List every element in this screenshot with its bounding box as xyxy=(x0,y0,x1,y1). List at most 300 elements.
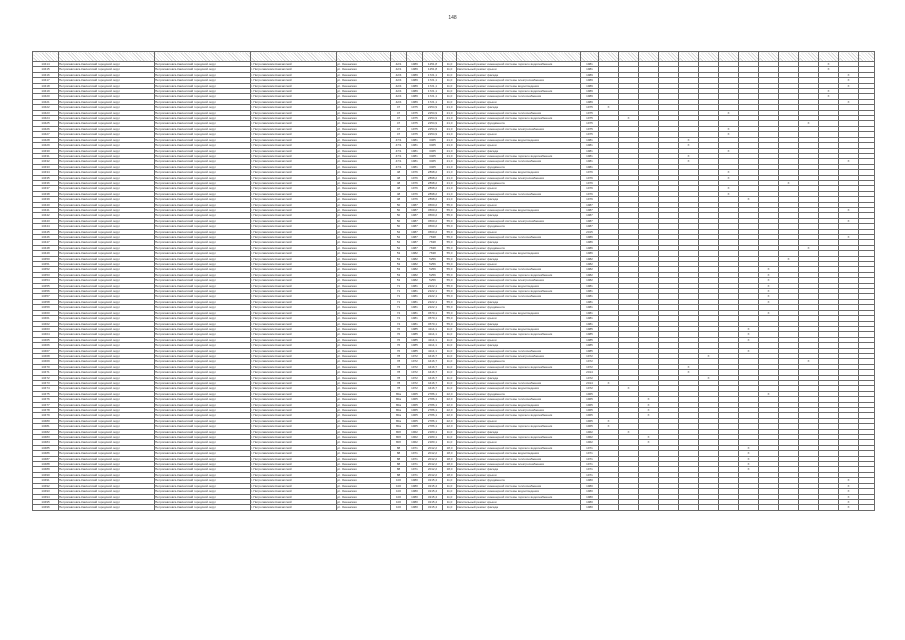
table-cell: Петропавловск-Камчатский городской округ xyxy=(59,364,155,369)
table-cell: г. Петропавловск-Камчатский xyxy=(251,332,337,337)
year-mark-cell: X xyxy=(839,207,859,212)
year-mark-cell: X xyxy=(639,413,659,418)
table-cell: Петропавловск-Камчатский городской округ xyxy=(59,353,155,358)
table-cell: Капитальный ремонт инженерной системы теплоснабжения xyxy=(457,235,581,240)
table-cell: Капитальный ремонт фасада xyxy=(457,429,581,434)
table-cell: г. Петропавловск-Камчатский xyxy=(251,424,337,429)
table-cell: Петропавловск-Камчатский городской округ xyxy=(59,78,155,83)
table-cell: ул. Океанская xyxy=(337,408,391,413)
table-cell: Петропавловск-Камчатский городской округ xyxy=(59,213,155,218)
table-cell: ул. Океанская xyxy=(337,343,391,348)
table-cell: 55,0 xyxy=(443,224,457,229)
table-cell: Петропавловск-Камчатский городской округ xyxy=(59,408,155,413)
table-cell: г. Петропавловск-Камчатский xyxy=(251,94,337,99)
table-cell: 1965 xyxy=(407,397,423,402)
table-cell: 1987 xyxy=(407,229,423,234)
column-header xyxy=(639,52,659,62)
table-cell: 1972 xyxy=(407,380,423,385)
table-cell: 47/1 xyxy=(391,159,407,164)
table-cell: 13420 xyxy=(33,94,59,99)
table-cell: Петропавловск-Камчатский городской округ xyxy=(59,456,155,461)
table-cell: 55,0 xyxy=(443,321,457,326)
table-cell: ул. Океанская xyxy=(337,364,391,369)
table-cell: Капитальный ремонт инженерной системы горячего водоснабжения xyxy=(457,272,581,277)
table-cell: 2012,2 xyxy=(423,467,443,472)
table-cell: 76 xyxy=(391,337,407,342)
table-cell: г. Петропавловск-Камчатский xyxy=(251,126,337,131)
table-cell: Капитальный ремонт инженерной системы теплоснабжения xyxy=(457,483,581,488)
table-cell: 13484 xyxy=(33,440,59,445)
table-cell: Капитальный ремонт инженерной системы горячего водоснабжения xyxy=(457,445,581,450)
table-cell: 1980 xyxy=(581,494,599,499)
table-cell: 1965 xyxy=(407,408,423,413)
table-cell: 2222,1 xyxy=(423,289,443,294)
table-cell: 1987 xyxy=(407,213,423,218)
table-cell: Петропавловск-Камчатский городской округ xyxy=(59,89,155,94)
table-cell: 1976 xyxy=(581,170,599,175)
table-cell: 13417 xyxy=(33,78,59,83)
table-cell: 53 xyxy=(391,267,407,272)
table-cell: 1721,1 xyxy=(423,89,443,94)
table-cell: Петропавловск-Камчатский городской округ xyxy=(155,456,251,461)
table-cell: 55,0 xyxy=(443,202,457,207)
year-mark-cell: X xyxy=(639,435,659,440)
table-cell: Петропавловск-Камчатский городской округ xyxy=(155,116,251,121)
table-cell: 13467 xyxy=(33,348,59,353)
table-cell: 13424 xyxy=(33,116,59,121)
table-cell: 74 xyxy=(391,321,407,326)
table-cell: 1982 xyxy=(581,272,599,277)
table-cell: 1976 xyxy=(581,175,599,180)
table-cell: Капитальный ремонт крыши xyxy=(457,499,581,504)
table-cell: 21,0 xyxy=(443,137,457,142)
table-cell: 100 xyxy=(391,483,407,488)
table-cell: 1962 xyxy=(581,429,599,434)
table-cell: Петропавловск-Камчатский городской округ xyxy=(155,235,251,240)
table-cell: 55,0 xyxy=(443,278,457,283)
table-cell: 55,0 xyxy=(443,235,457,240)
table-cell: 1971 xyxy=(407,462,423,467)
year-mark-cell: X xyxy=(679,153,699,158)
table-cell: ул. Океанская xyxy=(337,72,391,77)
table-cell: Петропавловск-Камчатский городской округ xyxy=(59,83,155,88)
table-cell: Петропавловск-Камчатский городской округ xyxy=(59,321,155,326)
table-cell: г. Петропавловск-Камчатский xyxy=(251,445,337,450)
table-cell: Петропавловск-Камчатский городской округ xyxy=(155,305,251,310)
column-header xyxy=(859,52,875,62)
table-cell: Петропавловск-Камчатский городской округ xyxy=(155,429,251,434)
table-cell: Петропавловск-Камчатский городской округ xyxy=(59,316,155,321)
table-cell: 1987 xyxy=(581,207,599,212)
table-cell: ул. Океанская xyxy=(337,245,391,250)
table-cell: Петропавловск-Камчатский городской округ xyxy=(155,267,251,272)
table-cell: Петропавловск-Камчатский городской округ xyxy=(59,137,155,142)
table-cell: Петропавловск-Камчатский городской округ xyxy=(59,159,155,164)
table-cell: ул. Океанская xyxy=(337,316,391,321)
table-cell: 13439 xyxy=(33,197,59,202)
table-cell: г. Петропавловск-Камчатский xyxy=(251,418,337,423)
table-cell: 88 xyxy=(391,462,407,467)
table-cell: 1987 xyxy=(407,235,423,240)
table-cell: Петропавловск-Камчатский городской округ xyxy=(59,67,155,72)
table-cell: 21,0 xyxy=(443,148,457,153)
table-cell: 13425 xyxy=(33,121,59,126)
table-cell: Петропавловск-Камчатский городской округ xyxy=(155,391,251,396)
table-cell: г. Петропавловск-Камчатский xyxy=(251,380,337,385)
table-cell: 52 xyxy=(391,229,407,234)
table-cell: Петропавловск-Камчатский городской округ xyxy=(155,83,251,88)
table-cell: Петропавловск-Камчатский городской округ xyxy=(155,418,251,423)
year-mark-cell: X xyxy=(759,299,779,304)
table-cell: 1987 xyxy=(407,202,423,207)
table-cell: 18,0 xyxy=(443,451,457,456)
table-cell: 55,0 xyxy=(443,218,457,223)
table-cell: 1721,1 xyxy=(423,83,443,88)
table-cell: 1976 xyxy=(581,191,599,196)
table-cell: 1965 xyxy=(407,413,423,418)
table-cell: Петропавловск-Камчатский городской округ xyxy=(59,278,155,283)
table-cell: 48 xyxy=(391,180,407,185)
table-cell: 47 xyxy=(391,116,407,121)
table-cell: 13451 xyxy=(33,262,59,267)
year-mark-cell: X xyxy=(839,235,859,240)
table-cell: Капитальный ремонт фундамента xyxy=(457,224,581,229)
table-cell: 1982 xyxy=(581,267,599,272)
table-cell: 13461 xyxy=(33,316,59,321)
table-cell: 21,0 xyxy=(443,180,457,185)
table-cell: 4416,7 xyxy=(423,353,443,358)
table-cell: 13474 xyxy=(33,386,59,391)
table-cell: 53 xyxy=(391,278,407,283)
table-cell: 3215,4 xyxy=(423,478,443,483)
table-cell: 88 xyxy=(391,467,407,472)
table-cell: Петропавловск-Камчатский городской округ xyxy=(59,126,155,131)
table-cell: ул. Океанская xyxy=(337,418,391,423)
table-cell: Петропавловск-Камчатский городской округ xyxy=(59,472,155,477)
table-cell: 1981 xyxy=(581,159,599,164)
table-cell: ул. Океанская xyxy=(337,78,391,83)
table-cell: Петропавловск-Камчатский городской округ xyxy=(59,310,155,315)
table-cell: 1975 xyxy=(407,116,423,121)
table-cell: 1987 xyxy=(407,245,423,250)
table-cell: 1975 xyxy=(407,132,423,137)
table-cell: 13463 xyxy=(33,326,59,331)
table-cell: Капитальный ремонт фасада xyxy=(457,148,581,153)
year-mark-cell: X xyxy=(839,478,859,483)
table-cell: Петропавловск-Камчатский городской округ xyxy=(155,170,251,175)
table-cell: 13473 xyxy=(33,380,59,385)
column-header xyxy=(619,52,639,62)
table-cell: 1982 xyxy=(407,256,423,261)
table-cell: 1972 xyxy=(407,370,423,375)
table-cell: ул. Океанская xyxy=(337,305,391,310)
table-cell: Петропавловск-Камчатский городской округ xyxy=(59,229,155,234)
table-cell: 13482 xyxy=(33,429,59,434)
table-cell: 1965 xyxy=(581,408,599,413)
table-cell: 71 xyxy=(391,299,407,304)
table-cell: Петропавловск-Камчатский городской округ xyxy=(155,175,251,180)
year-mark-cell: X xyxy=(799,121,819,126)
table-cell: 53 xyxy=(391,262,407,267)
table-cell: Капитальный ремонт инженерной системы теплоснабжения xyxy=(457,294,581,299)
table-cell: 13495 xyxy=(33,499,59,504)
year-mark-cell: X xyxy=(739,326,759,331)
table-cell: 2898,2 xyxy=(423,186,443,191)
table-cell: 1980 xyxy=(581,505,599,510)
table-cell: Петропавловск-Камчатский городской округ xyxy=(155,251,251,256)
table-cell: 3465 xyxy=(423,143,443,148)
table-cell: 11,0 xyxy=(443,99,457,104)
table-cell: 13488 xyxy=(33,462,59,467)
table-cell: ул. Океанская xyxy=(337,99,391,104)
table-cell: Капитальный ремонт фасада xyxy=(457,197,581,202)
table-cell: 1980 xyxy=(581,483,599,488)
table-cell: 4560,2 xyxy=(423,202,443,207)
table-cell: 2786,1 xyxy=(423,424,443,429)
table-cell: Петропавловск-Камчатский городской округ xyxy=(59,191,155,196)
table-cell: ул. Океанская xyxy=(337,467,391,472)
table-cell: ул. Океанская xyxy=(337,94,391,99)
table-cell: Капитальный ремонт инженерной системы горячего водоснабжения xyxy=(457,413,581,418)
table-cell: 1981 xyxy=(581,153,599,158)
table-cell: г. Петропавловск-Камчатский xyxy=(251,326,337,331)
table-cell: г. Петропавловск-Камчатский xyxy=(251,229,337,234)
table-cell: Петропавловск-Камчатский городской округ xyxy=(155,89,251,94)
table-cell: 2222,1 xyxy=(423,294,443,299)
table-cell: 100 xyxy=(391,489,407,494)
table-cell: ул. Океанская xyxy=(337,386,391,391)
table-cell: ул. Океанская xyxy=(337,429,391,434)
table-cell: 13456 xyxy=(33,289,59,294)
table-cell: ул. Океанская xyxy=(337,380,391,385)
table-cell: 13471 xyxy=(33,370,59,375)
table-cell: 1965 xyxy=(581,413,599,418)
table-cell: ул. Океанская xyxy=(337,132,391,137)
table-cell: 13460 xyxy=(33,310,59,315)
table-cell: 55,0 xyxy=(443,294,457,299)
table-cell: 21,0 xyxy=(443,170,457,175)
table-cell: 1972 xyxy=(407,364,423,369)
table-cell: ул. Океанская xyxy=(337,126,391,131)
table-cell: 1982 xyxy=(407,272,423,277)
table-cell: 1982 xyxy=(581,278,599,283)
table-cell: г. Петропавловск-Камчатский xyxy=(251,256,337,261)
table-cell: Капитальный ремонт фундамента xyxy=(457,359,581,364)
table-cell: 47 xyxy=(391,105,407,110)
table-cell: Петропавловск-Камчатский городской округ xyxy=(155,105,251,110)
table-cell: 1981 xyxy=(581,299,599,304)
column-header xyxy=(457,52,581,62)
table-cell: Капитальный ремонт фасада xyxy=(457,375,581,380)
table-cell: 1972 xyxy=(407,353,423,358)
table-cell: ул. Океанская xyxy=(337,89,391,94)
table-cell: 76 xyxy=(391,332,407,337)
year-mark-cell: X xyxy=(679,143,699,148)
column-header xyxy=(33,52,59,62)
table-cell: ул. Океанская xyxy=(337,170,391,175)
table-cell: 1721,1 xyxy=(423,94,443,99)
table-cell: г. Петропавловск-Камчатский xyxy=(251,408,337,413)
table-cell: Петропавловск-Камчатский городской округ xyxy=(155,299,251,304)
table-cell: ул. Океанская xyxy=(337,283,391,288)
table-cell: г. Петропавловск-Камчатский xyxy=(251,272,337,277)
table-cell: Петропавловск-Камчатский городской округ xyxy=(155,397,251,402)
table-cell: 1981 xyxy=(581,316,599,321)
table-cell: 1976 xyxy=(407,170,423,175)
table-cell: Петропавловск-Камчатский городской округ xyxy=(59,175,155,180)
table-cell: 1985 xyxy=(407,337,423,342)
table-cell: Капитальный ремонт фасада xyxy=(457,321,581,326)
table-cell: Петропавловск-Камчатский городской округ xyxy=(59,94,155,99)
table-cell: Петропавловск-Камчатский городской округ xyxy=(59,289,155,294)
year-mark-cell: X xyxy=(819,94,839,99)
table-cell: г. Петропавловск-Камчатский xyxy=(251,278,337,283)
table-cell: Петропавловск-Камчатский городской округ xyxy=(155,413,251,418)
table-cell: г. Петропавловск-Камчатский xyxy=(251,202,337,207)
year-mark-cell xyxy=(819,505,839,510)
table-cell: 1721,1 xyxy=(423,72,443,77)
year-mark-cell xyxy=(659,505,679,510)
table-cell: 13496 xyxy=(33,505,59,510)
year-mark-cell: X xyxy=(839,78,859,83)
table-cell: 13414 xyxy=(33,62,59,67)
table-cell: Капитальный ремонт инженерной системы теплоснабжения xyxy=(457,191,581,196)
table-cell: Петропавловск-Камчатский городской округ xyxy=(59,245,155,250)
table-cell: 74 xyxy=(391,310,407,315)
table-cell: 11,0 xyxy=(443,429,457,434)
table-cell: 13489 xyxy=(33,467,59,472)
table-cell: 13478 xyxy=(33,408,59,413)
table-cell: 13490 xyxy=(33,472,59,477)
table-cell: 50 xyxy=(391,224,407,229)
table-cell: Капитальный ремонт крыши xyxy=(457,202,581,207)
table-cell: Капитальный ремонт крыши xyxy=(457,262,581,267)
table-cell: г. Петропавловск-Камчатский xyxy=(251,164,337,169)
table-cell: Петропавловск-Камчатский городской округ xyxy=(59,424,155,429)
year-mark-cell: X xyxy=(839,218,859,223)
table-cell: ул. Океанская xyxy=(337,186,391,191)
table-cell: Капитальный ремонт инженерной системы горячего водоснабжения xyxy=(457,435,581,440)
table-cell: 2180,1 xyxy=(423,440,443,445)
table-cell: ул. Океанская xyxy=(337,289,391,294)
table-cell: ул. Океанская xyxy=(337,83,391,88)
table-cell: г. Петропавловск-Камчатский xyxy=(251,283,337,288)
table-cell: Капитальный ремонт инженерной системы теплоснабжения xyxy=(457,94,581,99)
table-cell: ул. Океанская xyxy=(337,348,391,353)
table-cell: 1965 xyxy=(407,418,423,423)
table-cell: Петропавловск-Камчатский городской округ xyxy=(155,289,251,294)
table-cell: ул. Океанская xyxy=(337,143,391,148)
table-cell: 7638 xyxy=(423,240,443,245)
table-cell: 50 xyxy=(391,218,407,223)
table-cell: Петропавловск-Камчатский городской округ xyxy=(59,445,155,450)
table-cell: 48 xyxy=(391,175,407,180)
table-cell: г. Петропавловск-Камчатский xyxy=(251,105,337,110)
table-cell: Петропавловск-Камчатский городской округ xyxy=(59,143,155,148)
table-cell: 76 xyxy=(391,326,407,331)
table-cell: 2254,9 xyxy=(423,121,443,126)
table-cell: 2254,9 xyxy=(423,116,443,121)
table-cell: 13433 xyxy=(33,164,59,169)
table-body xyxy=(33,62,875,511)
table-cell: Капитальный ремонт инженерной системы водоотведения xyxy=(457,402,581,407)
table-cell: 1985 xyxy=(581,337,599,342)
table-cell: 55,0 xyxy=(443,289,457,294)
table-cell: Петропавловск-Камчатский городской округ xyxy=(59,262,155,267)
table-cell: 1976 xyxy=(407,180,423,185)
table-cell: Петропавловск-Камчатский городской округ xyxy=(155,262,251,267)
year-mark-cell: X xyxy=(819,67,839,72)
table-cell: 11,0 xyxy=(443,337,457,342)
table-cell: ул. Океанская xyxy=(337,413,391,418)
table-cell: 13448 xyxy=(33,245,59,250)
table-cell: 13419 xyxy=(33,89,59,94)
table-cell: Капитальный ремонт фасада xyxy=(457,240,581,245)
table-cell: Капитальный ремонт инженерной системы водоотведения xyxy=(457,83,581,88)
table-cell: 48 xyxy=(391,170,407,175)
table-cell: 1975 xyxy=(581,132,599,137)
table-cell: ул. Океанская xyxy=(337,207,391,212)
table-cell: г. Петропавловск-Камчатский xyxy=(251,289,337,294)
column-header xyxy=(779,52,799,62)
table-cell: Капитальный ремонт инженерной системы горячего водоснабжения xyxy=(457,153,581,158)
table-cell: 88 xyxy=(391,451,407,456)
table-cell: 11,0 xyxy=(443,332,457,337)
table-cell: 1972 xyxy=(581,353,599,358)
table-cell: 3215,4 xyxy=(423,489,443,494)
table-cell: 11,0 xyxy=(443,375,457,380)
column-header xyxy=(799,52,819,62)
table-cell: 13444 xyxy=(33,224,59,229)
table-cell: Капитальный ремонт крыши xyxy=(457,440,581,445)
table-cell: г. Петропавловск-Камчатский xyxy=(251,67,337,72)
table-cell: Петропавловск-Камчатский городской округ xyxy=(155,99,251,104)
table-cell: 2180,1 xyxy=(423,429,443,434)
table-cell: 1982 xyxy=(407,262,423,267)
table-cell: 22,0 xyxy=(443,391,457,396)
table-cell: Капитальный ремонт крыши xyxy=(457,143,581,148)
table-cell: Петропавловск-Камчатский городской округ xyxy=(59,440,155,445)
table-cell: 80а xyxy=(391,391,407,396)
year-mark-cell: X xyxy=(839,83,859,88)
table-cell: 50 xyxy=(391,202,407,207)
table-cell: г. Петропавловск-Камчатский xyxy=(251,305,337,310)
table-cell: 2014 xyxy=(581,370,599,375)
column-header xyxy=(155,52,251,62)
table-cell: Петропавловск-Камчатский городской округ xyxy=(155,462,251,467)
table-cell: 52 xyxy=(391,240,407,245)
table-cell: 21,0 xyxy=(443,121,457,126)
year-mark-cell: X xyxy=(759,267,779,272)
table-cell: Капитальный ремонт инженерной системы водоотведения xyxy=(457,170,581,175)
table-cell: 80а xyxy=(391,418,407,423)
year-mark-cell: X xyxy=(679,159,699,164)
table-cell: Петропавловск-Камчатский городской округ xyxy=(155,197,251,202)
table-cell: Капитальный ремонт фасада xyxy=(457,256,581,261)
table-cell: 13483 xyxy=(33,435,59,440)
table-cell: 13415 xyxy=(33,67,59,72)
table-cell: 13442 xyxy=(33,213,59,218)
table-cell: 5256 xyxy=(423,272,443,277)
table-cell: Петропавловск-Камчатский городской округ xyxy=(155,386,251,391)
table-cell: 13472 xyxy=(33,375,59,380)
table-cell: Петропавловск-Камчатский городской округ xyxy=(59,235,155,240)
table-cell: 2012,2 xyxy=(423,456,443,461)
table-cell: 3215,4 xyxy=(423,505,443,510)
year-mark-cell: X xyxy=(739,348,759,353)
table-cell: 1962 xyxy=(407,435,423,440)
table-cell: 42/1 xyxy=(391,62,407,67)
